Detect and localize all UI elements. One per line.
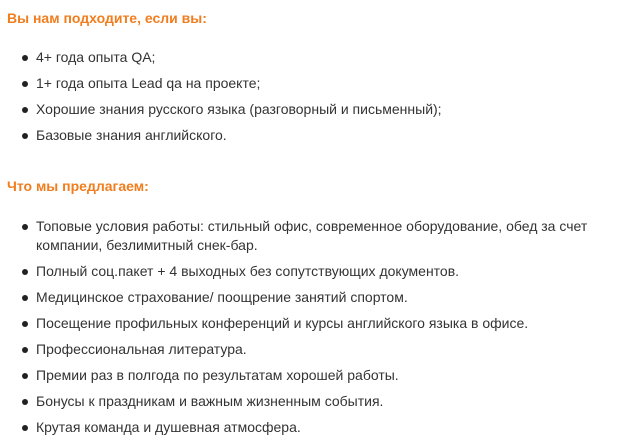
bullet-dot-icon xyxy=(22,321,28,327)
bullet-dot-icon xyxy=(22,295,28,301)
list-item xyxy=(7,418,619,437)
requirements-list xyxy=(7,48,619,152)
bullet-dot-icon xyxy=(22,347,28,353)
bullet-dot-icon xyxy=(22,224,28,230)
list-item xyxy=(7,74,619,93)
list-item xyxy=(7,217,621,255)
list-item xyxy=(7,392,619,411)
list-item-text: Бонусы к праздникам и важным жизненным события. xyxy=(36,393,384,409)
list-item xyxy=(7,48,619,67)
list-item xyxy=(7,314,619,333)
requirements-heading: Вы нам подходите, если вы: xyxy=(7,10,207,26)
list-item-text: Профессиональная литература. xyxy=(36,341,247,357)
list-item xyxy=(7,340,619,359)
list-item xyxy=(7,100,619,119)
list-item-text: Базовые знания английского. xyxy=(36,127,227,143)
bullet-dot-icon xyxy=(22,133,28,139)
list-item-text: 1+ года опыта Lead qa на проекте; xyxy=(36,75,261,91)
list-item xyxy=(7,262,619,281)
bullet-dot-icon xyxy=(22,425,28,431)
bullet-dot-icon xyxy=(22,373,28,379)
offers-heading: Что мы предлагаем: xyxy=(7,178,149,194)
list-item xyxy=(7,288,619,307)
offers-list xyxy=(7,217,619,444)
list-item-text: Крутая команда и душевная атмосфера. xyxy=(36,419,301,435)
bullet-dot-icon xyxy=(22,81,28,87)
list-item xyxy=(7,366,619,385)
list-item-text: 4+ года опыта QA; xyxy=(36,49,156,65)
list-item-text: Медицинское страхование/ поощрение занятий спортом. xyxy=(36,289,408,305)
list-item xyxy=(7,126,619,145)
bullet-dot-icon xyxy=(22,399,28,405)
bullet-dot-icon xyxy=(22,107,28,113)
bullet-dot-icon xyxy=(22,55,28,61)
list-item-text: Хорошие знания русского языка (разговорный и письменный); xyxy=(36,101,442,117)
bullet-dot-icon xyxy=(22,269,28,275)
list-item-text: Посещение профильных конференций и курсы английского языка в офисе. xyxy=(36,315,529,331)
list-item-text: Полный соц.пакет + 4 выходных без сопутствующих документов. xyxy=(36,263,460,279)
list-item-text: Топовые условия работы: стильный офис, современное оборудование, обед за счет компании, безлимитный снек-бар. xyxy=(36,218,588,253)
list-item-text: Премии раз в полгода по результатам хорошей работы. xyxy=(36,367,399,383)
